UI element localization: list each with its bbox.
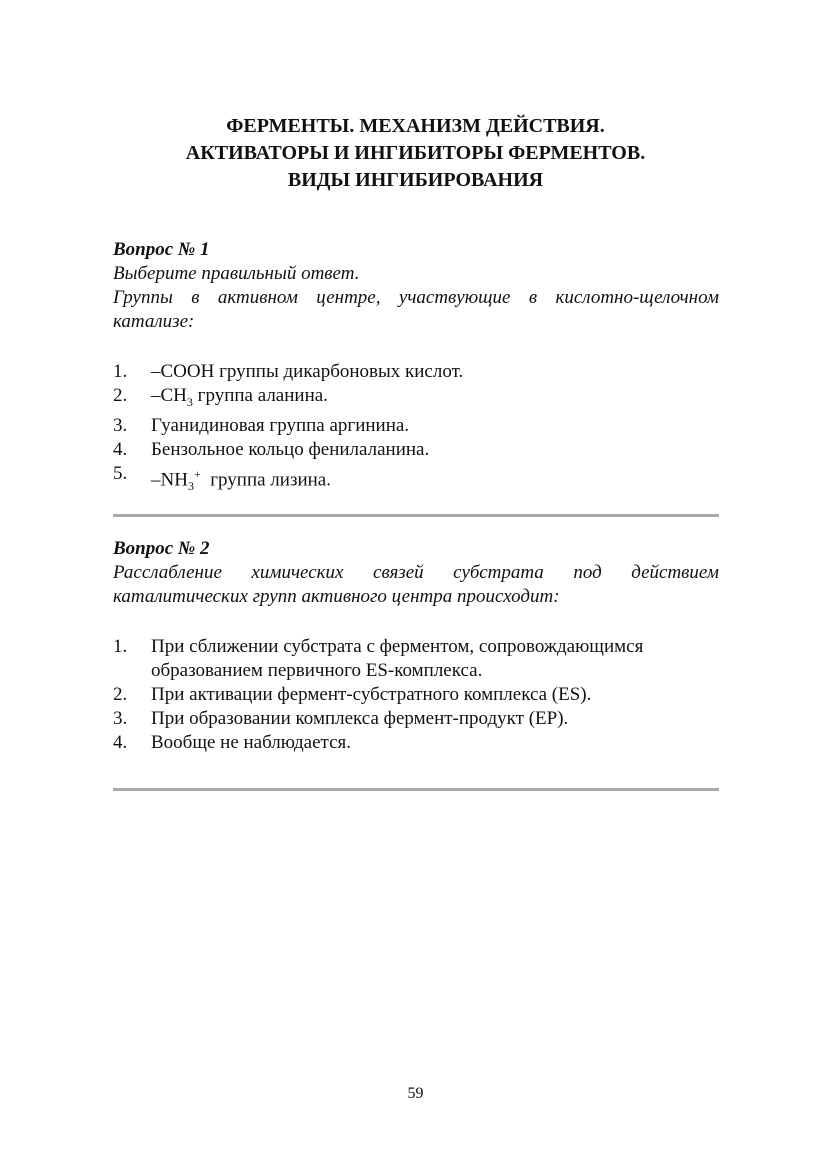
answer-option — [113, 635, 719, 683]
answer-text — [151, 384, 719, 414]
formula-superscript: + — [193, 466, 201, 481]
answer-number: 4. — [113, 438, 128, 460]
question-1-text: Группы в активном центре, участвующие в кислотно-щелочном катализе: — [113, 287, 719, 332]
answer-number: 2. — [113, 385, 128, 406]
question-2-answers — [113, 635, 719, 755]
question-1-heading: Вопрос № 1 — [113, 239, 210, 260]
answer-text — [151, 462, 719, 498]
answer-option — [113, 731, 719, 755]
title-line-2: АКТИВАТОРЫ И ИНГИБИТОРЫ ФЕРМЕНТОВ. — [185, 142, 646, 164]
title-line-1: ФЕРМЕНТЫ. МЕХАНИЗМ ДЕЙСТВИЯ. — [226, 115, 605, 137]
page-number: 59 — [407, 1085, 424, 1102]
answer-option — [113, 360, 719, 384]
page-title — [0, 113, 831, 194]
answer-option — [113, 683, 719, 707]
formula-subscript: 3 — [186, 394, 193, 409]
answer-number: 2. — [113, 684, 128, 705]
answer-text-rest: группа лизина. — [200, 469, 331, 491]
answer-number: 1. — [113, 636, 128, 657]
answer-text: –COOH группы дикарбоновых кислот. — [151, 361, 464, 382]
answer-number: 5. — [113, 462, 128, 484]
title-line-3: ВИДЫ ИНГИБИРОВАНИЯ — [287, 169, 544, 191]
formula-base: –CH — [151, 385, 187, 406]
answer-option — [113, 438, 719, 462]
formula-base: –NH — [151, 469, 188, 491]
question-2 — [113, 537, 719, 755]
answer-text: При сближении субстрата с ферментом, сопровождающимся образованием первичного ES-комплекса. — [151, 636, 644, 681]
answer-text: Вообще не наблюдается. — [151, 732, 352, 753]
answer-text: Бензольное кольцо фенилаланина. — [151, 438, 430, 460]
question-1 — [113, 238, 719, 498]
answer-number: 1. — [113, 361, 128, 382]
question-2-text: Расслабление химических связей субстрата под действием каталитических групп активного центра происходит: — [113, 562, 719, 607]
answer-number: 3. — [113, 708, 128, 729]
question-1-instruction: Выберите правильный ответ. — [113, 263, 360, 284]
section-divider — [113, 514, 719, 517]
answer-text: Гуанидиновая группа аргинина. — [151, 414, 410, 436]
answer-option — [113, 707, 719, 731]
answer-number: 4. — [113, 732, 128, 753]
answer-option — [113, 414, 719, 438]
answer-number: 3. — [113, 414, 128, 436]
answer-option — [113, 462, 719, 498]
question-2-heading: Вопрос № 2 — [113, 538, 210, 559]
answer-text: При образовании комплекса фермент-продукт (EP). — [151, 708, 569, 729]
formula-subscript: 3 — [187, 478, 194, 493]
section-divider — [113, 788, 719, 791]
answer-text: При активации фермент-субстратного комплекса (ES). — [151, 684, 592, 705]
answer-text-rest: группа аланина. — [192, 385, 328, 406]
answer-option — [113, 384, 719, 414]
question-1-answers — [113, 360, 719, 498]
